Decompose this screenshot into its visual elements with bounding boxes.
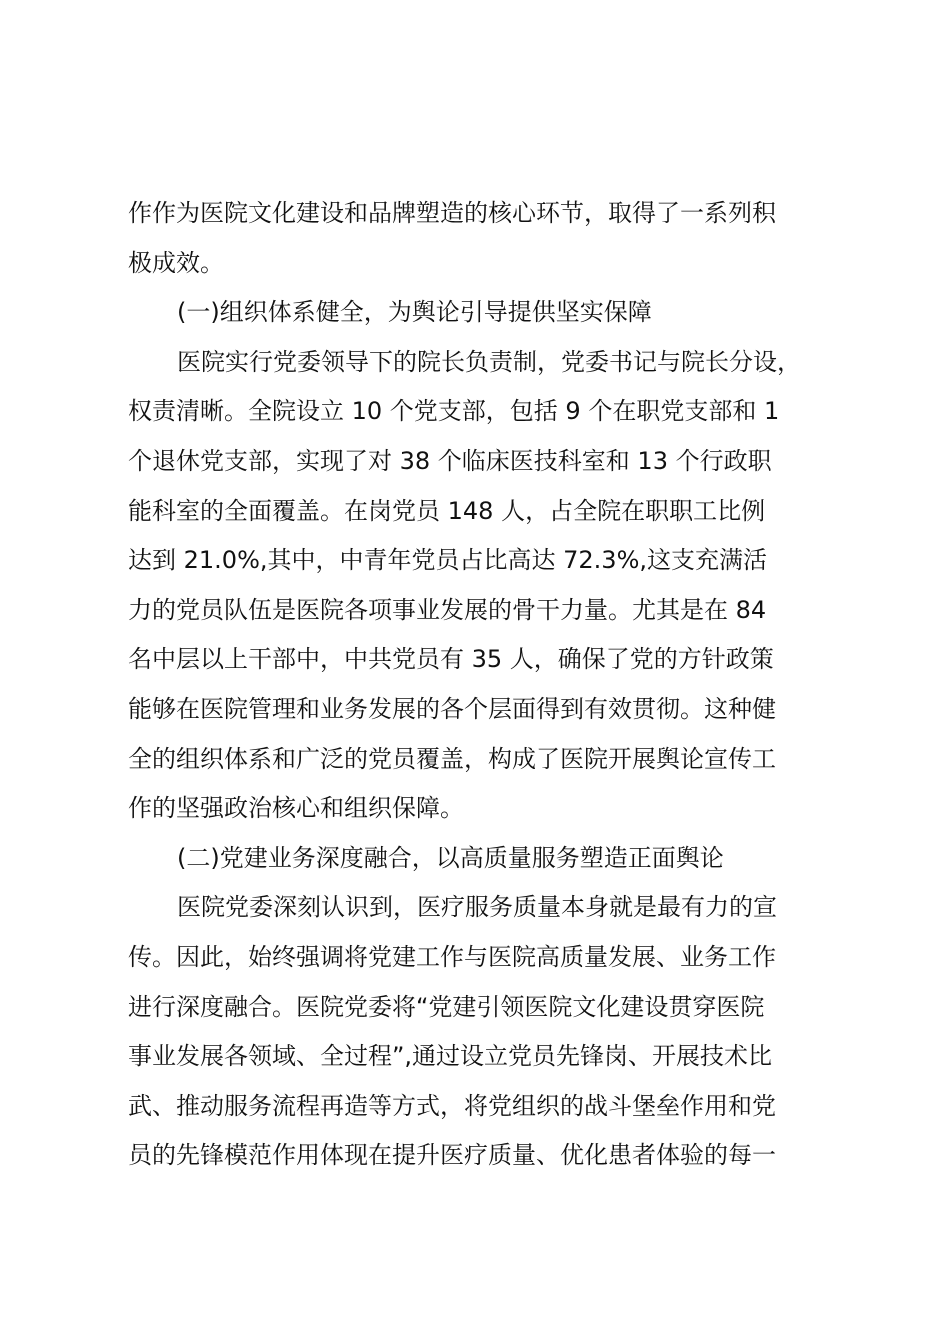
heading-text: (二)党建业务深度融合，以高质量服务塑造正面舆论	[177, 843, 724, 872]
paragraph-integration	[128, 888, 828, 1186]
text-line: 个退休党支部，实现了对 38 个临床医技科室和 13 个行政职	[128, 446, 772, 475]
text-line: 权责清晰。全院设立 10 个党支部，包括 9 个在职党支部和 1	[128, 397, 780, 426]
heading-text: (一)组织体系健全，为舆论引导提供坚实保障	[177, 298, 652, 327]
text-line: 进行深度融合。医院党委将“党建引领医院文化建设贯穿医院	[128, 992, 765, 1021]
text-line: 武、推动服务流程再造等方式，将党组织的战斗堡垒作用和党	[128, 1091, 776, 1120]
text-line: 员的先锋模范作用体现在提升医疗质量、优化患者体验的每一	[128, 1141, 776, 1170]
document-body	[128, 194, 828, 1186]
text-line: 能够在医院管理和业务发展的各个层面得到有效贯彻。这种健	[128, 694, 776, 723]
text-line: 名中层以上干部中，中共党员有 35 人，确保了党的方针政策	[128, 645, 774, 674]
section-heading-2	[128, 839, 828, 889]
text-line: 医院实行党委领导下的院长负责制，党委书记与院长分设，	[177, 347, 801, 376]
text-line: 作作为医院文化建设和品牌塑造的核心环节，取得了一系列积	[128, 199, 776, 227]
text-line: 达到 21.0%,其中，中青年党员占比高达 72.3%,这支充满活	[128, 546, 767, 575]
text-line: 力的党员队伍是医院各项事业发展的骨干力量。尤其是在 84	[128, 595, 767, 624]
section-heading-1	[128, 293, 828, 343]
text-line: 传。因此，始终强调将党建工作与医院高质量发展、业务工作	[128, 942, 776, 971]
text-line: 事业发展各领域、全过程”,通过设立党员先锋岗、开展技术比	[128, 1042, 773, 1071]
intro-paragraph-continuation	[128, 194, 828, 293]
paragraph-organization	[128, 343, 828, 839]
text-line: 能科室的全面覆盖。在岗党员 148 人，占全院在职职工比例	[128, 496, 766, 525]
text-line: 极成效。	[128, 248, 224, 277]
text-line: 作的坚强政治核心和组织保障。	[128, 794, 464, 823]
text-line: 全的组织体系和广泛的党员覆盖，构成了医院开展舆论宣传工	[128, 744, 776, 773]
text-line: 医院党委深刻认识到，医疗服务质量本身就是最有力的宣	[177, 893, 777, 922]
